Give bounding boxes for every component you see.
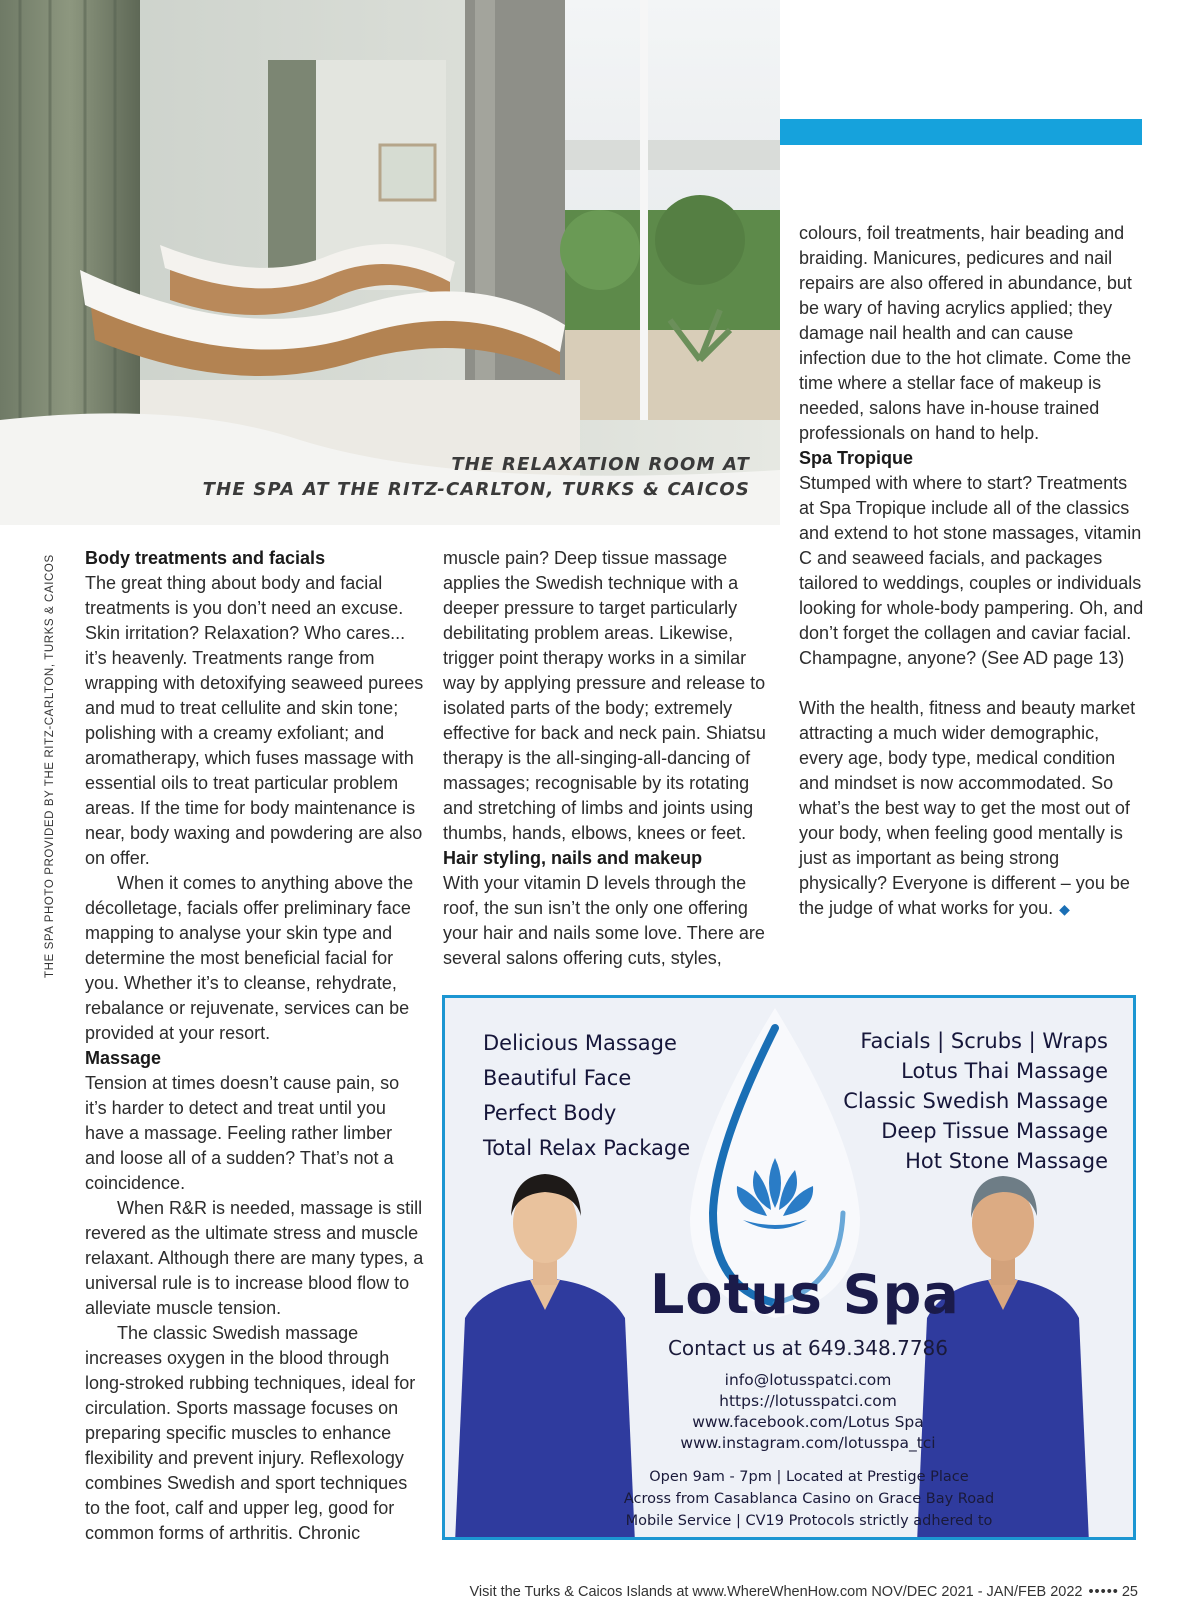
paragraph: The great thing about body and facial treatments is you don’t need an excuse. Skin irritation? Relaxation? Who cares... it’s heavenly. Treatments range from wrapping with detoxifying seaweed purees and mud to treat cellulite and skin tone; polishing with a creamy exfoliant; and aromatherapy, which fuses massage with essential oils to treat particular problem areas. If the time for body maintenance is near, body waxing and powdering are also on offer.: [85, 573, 424, 868]
section-heading-body-treatments: Body treatments and facials: [85, 548, 326, 568]
section-heading-massage: Massage: [85, 1048, 162, 1068]
paragraph: When R&R is needed, massage is still revered as the ultimate stress and muscle relaxant. Although there are many types, a universal rule is to increase blood flow to alleviate muscle tension.: [85, 1198, 424, 1318]
ad-instagram-link[interactable]: www.instagram.com/lotusspa_tci: [680, 1434, 936, 1452]
section-heading-hair-nails: Hair styling, nails and makeup: [443, 848, 703, 868]
caption-line-2: THE SPA AT THE RITZ-CARLTON, TURKS & CAICOS: [202, 479, 750, 500]
end-mark-icon: ◆: [1059, 901, 1070, 917]
page-footer: [469, 1584, 1138, 1600]
photo-credit: THE SPA PHOTO PROVIDED BY THE RITZ-CARLTON, TURKS & CAICOS: [44, 554, 56, 978]
article-column-2: [443, 546, 783, 971]
paragraph: When it comes to anything above the décolletage, facials offer preliminary face mapping to analyse your skin type and determine the most beneficial facial for you. Whether it’s to cleanse, rehydrate, rebalance or rejuvenate, services can be provided at your resort.: [85, 873, 414, 1043]
paragraph: With your vitamin D levels through the roof, the sun isn’t the only one offering your hair and nails some love. There are several salons offering cuts, styles,: [443, 873, 765, 968]
ad-hours: [485, 1466, 1133, 1532]
paragraph: The classic Swedish massage increases oxygen in the blood through long-stroked rubbing techniques, ideal for circulation. Sports massage focuses on preparing specific muscles to enhance flexibility and prevent injury. Reflexology combines Swedish and sport techniques to the foot, calf and upper leg, good for common forms of arthritis. Chronic: [85, 1323, 416, 1543]
paragraph: Tension at times doesn’t cause pain, so it’s harder to detect and treat until you have a massage. Feeling rather limber and loose all of a sudden? That’s not a coincidence.: [85, 1073, 400, 1193]
hero-photo: [0, 0, 780, 525]
paragraph: Stumped with where to start? Treatments at Spa Tropique include all of the classics and extend to hot stone massages, vitamin C and seaweed facials, and packages tailored to weddings, couples or individuals looking for whole-body pampering. Oh, and don’t forget the collagen and caviar facial. Champagne, anyone? (See AD page 13): [799, 473, 1144, 668]
footer-text: Visit the Turks & Caicos Islands at www.WhereWhenHow.com NOV/DEC 2021 - JAN/FEB 2022: [469, 1584, 1083, 1600]
footer-dots: •••••: [1088, 1584, 1119, 1600]
ad-email-link[interactable]: info@lotusspatci.com: [724, 1371, 892, 1389]
closing-text: With the health, fitness and beauty market attracting a much wider demographic, every age, body type, medical condition and mindset is now accommodated. So what’s the best way to get the most out of your body, when feeling good mentally is just as important as being strong physically? Everyone is different – you be the judge of what works for you.: [799, 698, 1136, 918]
ad-hours-line: Open 9am - 7pm | Located at Prestige Place: [649, 1469, 969, 1485]
photo-caption: [203, 452, 750, 502]
ad-notes-line: Mobile Service | CV19 Protocols strictly adhered to: [625, 1513, 993, 1529]
ad-service-item: Lotus Thai Massage: [901, 1059, 1108, 1083]
caption-line-1: THE RELAXATION ROOM AT: [451, 454, 750, 475]
ad-service-item: Hot Stone Massage: [905, 1149, 1108, 1173]
ad-service-item: Deep Tissue Massage: [881, 1119, 1108, 1143]
ad-service-item: Facials | Scrubs | Wraps: [860, 1029, 1108, 1053]
closing-paragraph: [799, 696, 1144, 922]
ad-facebook-link[interactable]: www.facebook.com/Lotus Spa: [692, 1413, 924, 1431]
ad-service-item: Classic Swedish Massage: [843, 1089, 1108, 1113]
ad-service-item: Delicious Massage: [483, 1031, 677, 1055]
lotus-spa-advertisement[interactable]: [442, 995, 1136, 1540]
ad-service-item: Beautiful Face: [483, 1066, 632, 1090]
ad-brand-name: Lotus Spa: [650, 1263, 960, 1326]
ad-service-list-right: [843, 1026, 1108, 1176]
ad-phone[interactable]: Contact us at 649.348.7786: [667, 1336, 949, 1360]
section-heading-spa-tropique: Spa Tropique: [799, 448, 914, 468]
article-column-3: [799, 221, 1144, 922]
paragraph: colours, foil treatments, hair beading and braiding. Manicures, pedicures and nail repairs are also offered in abundance, but be wary of having acrylics applied; they damage nail health and can cause infection due to the hot climate. Come the time where a stellar face of makeup is needed, salons have in-house trained professionals on hand to help.: [799, 223, 1132, 443]
accent-bar: [780, 119, 1142, 145]
article-column-1: [85, 546, 425, 1546]
relaxation-room-image: [0, 0, 780, 525]
ad-location-line: Across from Casablanca Casino on Grace Bay Road: [623, 1491, 995, 1507]
page-number: 25: [1121, 1584, 1138, 1600]
paragraph: muscle pain? Deep tissue massage applies the Swedish technique with a deeper pressure to target particularly debilitating problem areas. Likewise, trigger point therapy works in a similar way by applying pressure and release to isolated parts of the body; extremely effective for back and neck pain. Shiatsu therapy is the all-singing-all-dancing of massages; recognisable by its rotating and stretching of limbs and joints using thumbs, hands, elbows, knees or feet.: [443, 548, 766, 843]
ad-contact-block: [445, 1336, 1133, 1532]
ad-service-list-left: [483, 1026, 690, 1166]
ad-service-item: Total Relax Package: [483, 1136, 691, 1160]
ad-website-link[interactable]: https://lotusspatci.com: [719, 1392, 897, 1410]
ad-service-item: Perfect Body: [483, 1101, 617, 1125]
